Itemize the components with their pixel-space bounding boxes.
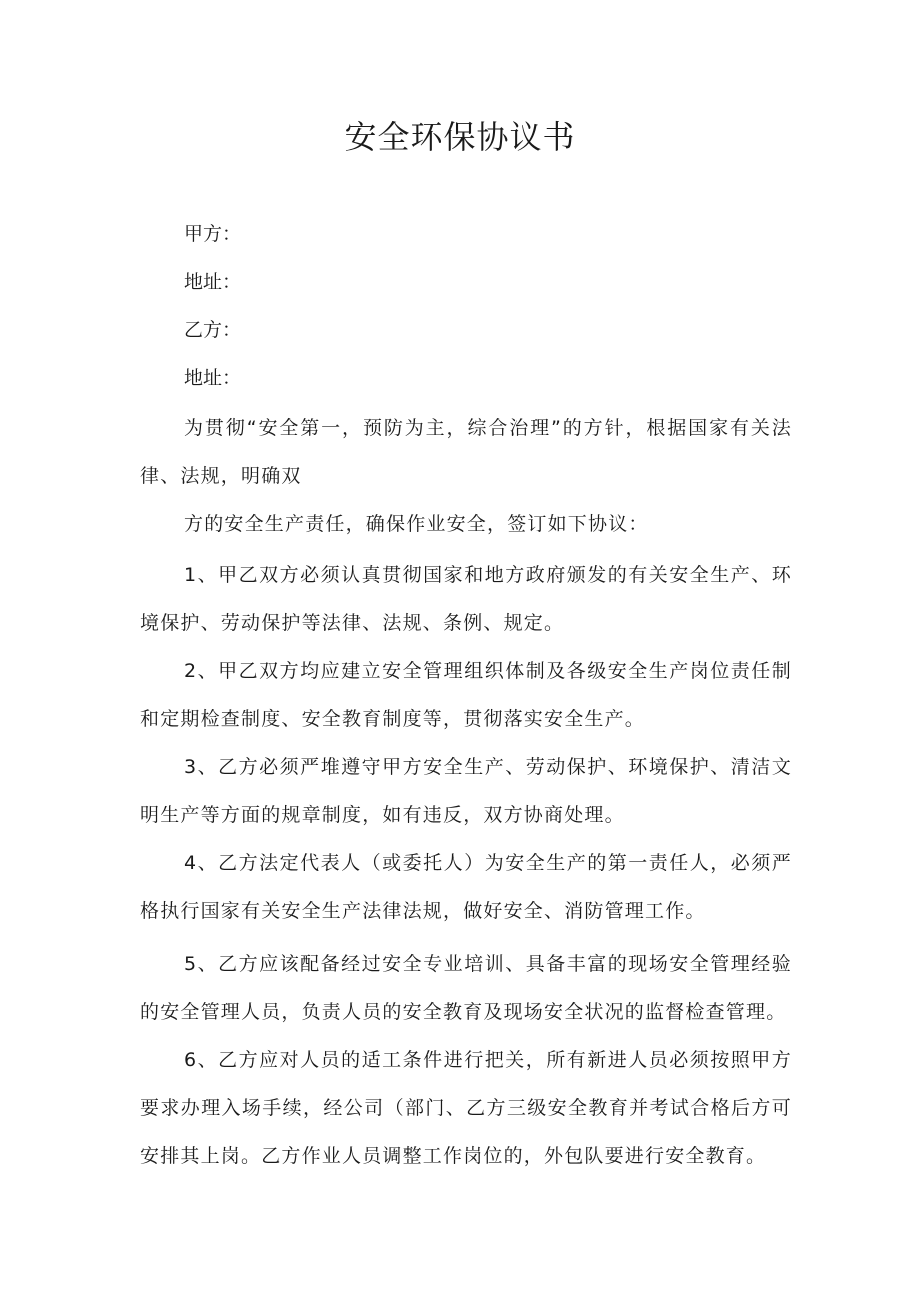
clause-3: 3、乙方必须严堆遵守甲方安全生产、劳动保护、环境保护、清洁文明生产等方面的规章制度，如有违反，双方协商处理。	[140, 756, 792, 826]
clause-2: 2、甲乙双方均应建立安全管理组织体制及各级安全生产岗位责任制和定期检查制度、安全教育制度等，贯彻落实安全生产。	[140, 660, 792, 730]
party-a-field: 甲方：	[184, 223, 242, 245]
document-title: 安全环保协议书	[344, 118, 576, 156]
clause-6: 6、乙方应对人员的适工条件进行把关，所有新进人员必须按照甲方要求办理入场手续，经公司（部门、乙方三级安全教育并考试合格后方可安排其上岗。乙方作业人员调整工作岗位的，外包队要进行安全教育。	[140, 1049, 792, 1167]
preamble-continued-paragraph: 方的安全生产责任，确保作业安全，签订如下协议：	[184, 513, 649, 535]
clause-1: 1、甲乙双方必须认真贯彻国家和地方政府颁发的有关安全生产、环境保护、劳动保护等法律、法规、条例、规定。	[140, 564, 792, 634]
party-a-address-field: 地址：	[184, 271, 242, 293]
party-b-field: 乙方：	[184, 319, 242, 341]
clause-5: 5、乙方应该配备经过安全专业培训、具备丰富的现场安全管理经验的安全管理人员，负责人员的安全教育及现场安全状况的监督检查管理。	[140, 953, 792, 1023]
party-b-address-field: 地址：	[184, 367, 242, 389]
preamble-paragraph: 为贯彻“安全第一，预防为主，综合治理”的方针，根据国家有关法律、法规，明确双	[140, 417, 792, 487]
clause-4: 4、乙方法定代表人（或委托人）为安全生产的第一责任人，必须严格执行国家有关安全生产法律法规，做好安全、消防管理工作。	[140, 852, 792, 922]
